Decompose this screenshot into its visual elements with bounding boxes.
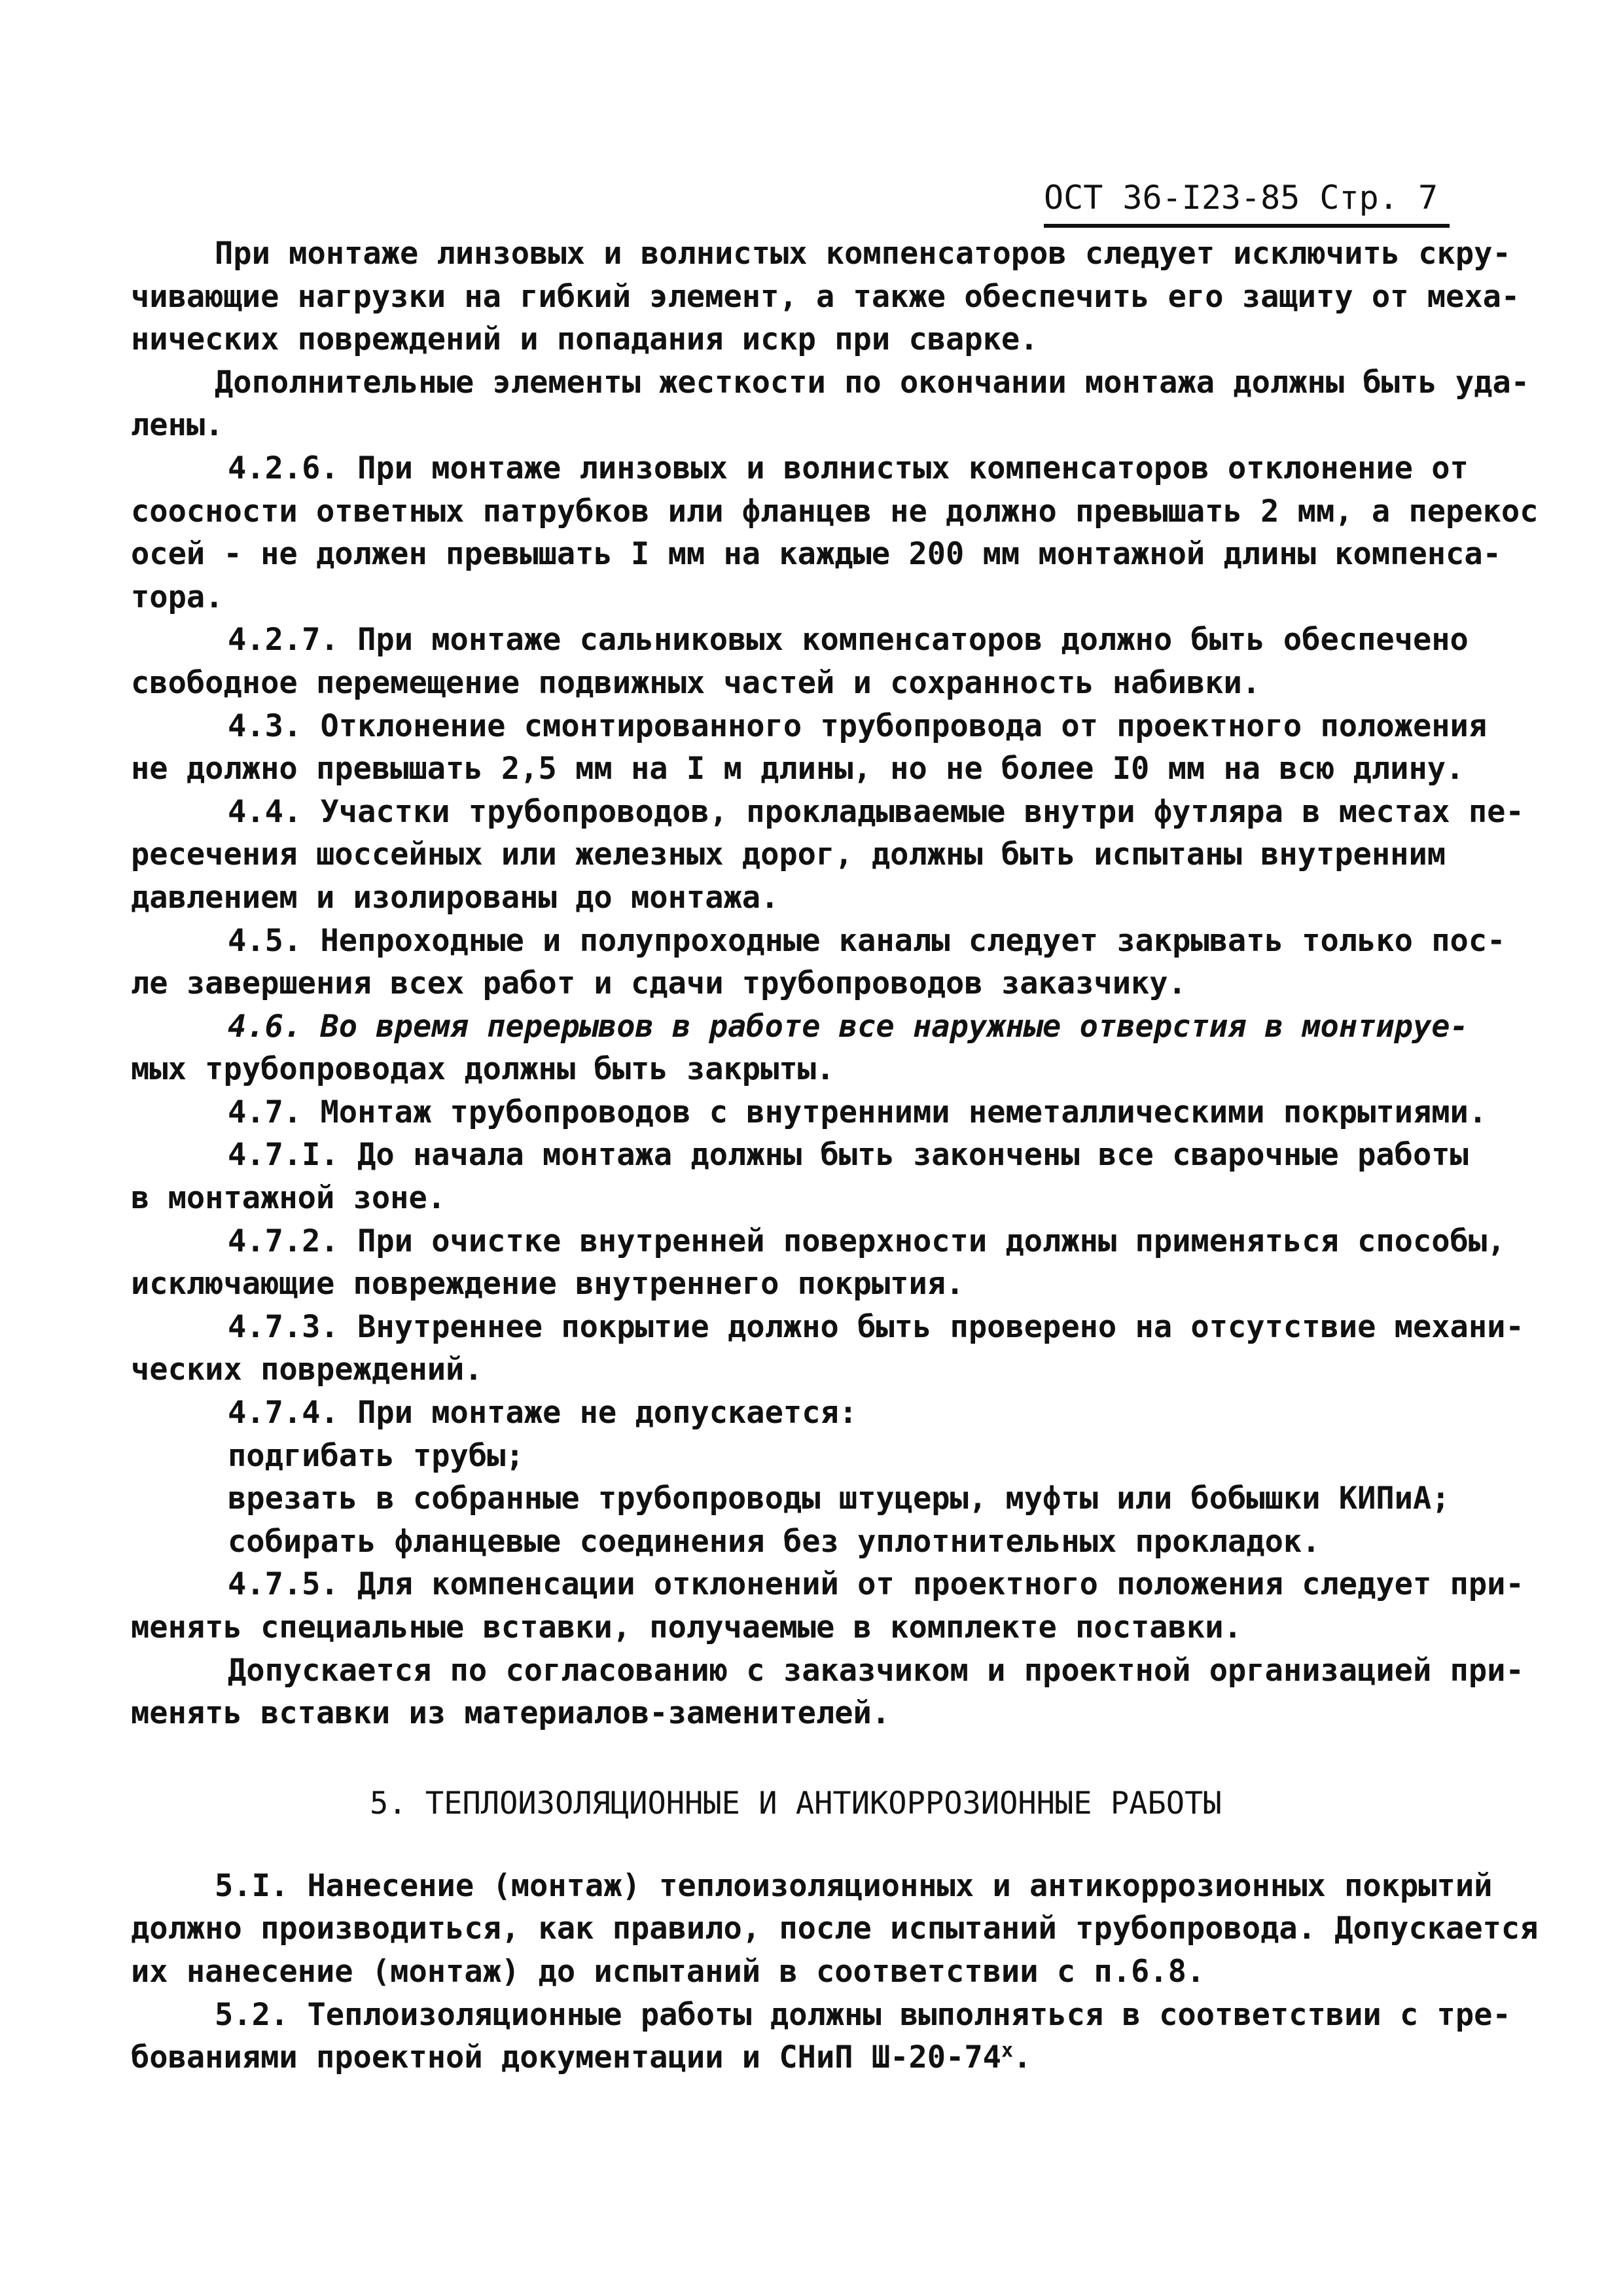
text-line: не должно превышать 2,5 мм на I м длины, но не более I0 мм на всю длину. xyxy=(131,751,1465,787)
text-line: 4.7.4. При монтаже не допускается: xyxy=(228,1395,858,1431)
text-line: свободное перемещение подвижных частей и сохранность набивки. xyxy=(131,664,1261,701)
text-line: их нанесение (монтаж) до испытаний в соответствии с п.6.8. xyxy=(131,1953,1205,1990)
text-line: 4.7.2. При очистке внутренней поверхности должны применяться способы, xyxy=(228,1223,1506,1259)
text-line: в монтажной зоне. xyxy=(131,1180,446,1217)
text-line: менять вставки из материалов-заменителей. xyxy=(131,1695,891,1732)
text-line: соосности ответных патрубков или фланцев не должно превышать 2 мм, а перекос xyxy=(131,493,1539,529)
text-line: тора. xyxy=(131,579,224,615)
text-line: должно производиться, как правило, после испытаний трубопровода. Допускается xyxy=(131,1910,1539,1947)
text-line: собирать фланцевые соединения без уплотнительных прокладок. xyxy=(228,1523,1321,1560)
section-title: 5. ТЕПЛОИЗОЛЯЦИОННЫЕ И АНТИКОРРОЗИОННЫЕ РАБОТЫ xyxy=(370,1785,1222,1821)
page-header: ОСТ 36-I23-85 Стр. 7 xyxy=(1044,171,1450,228)
text-line: врезать в собранные трубопроводы штуцеры, муфты или бобышки КИПиА; xyxy=(228,1480,1450,1517)
text-line: мых трубопроводах должны быть закрыты. xyxy=(131,1051,835,1088)
text-line: давлением и изолированы до монтажа. xyxy=(131,879,779,916)
text-line: 4.7.3. Внутреннее покрытие должно быть проверено на отсутствие механи- xyxy=(228,1308,1524,1345)
text-line: 5.I. Нанесение (монтаж) теплоизоляционных и антикоррозионных покрытий xyxy=(215,1867,1493,1904)
text-line: лены. xyxy=(131,407,224,444)
text-line: осей - не должен превышать I мм на каждые 200 мм монтажной длины компенса- xyxy=(131,536,1501,573)
text-line: 4.7.5. Для компенсации отклонений от проектного положения следует при- xyxy=(228,1566,1524,1603)
text-line: 4.2.7. При монтаже сальниковых компенсаторов должно быть обеспечено xyxy=(228,622,1469,658)
text-line: нических повреждений и попадания искр при сварке. xyxy=(131,321,1039,358)
text-line: 5.2. Теплоизоляционные работы должны выполняться в соответствии с тре- xyxy=(215,1996,1511,2033)
document-body xyxy=(131,232,1539,2079)
final-period: . xyxy=(1013,2039,1032,2076)
text-line: чивающие нагрузки на гибкий элемент, а также обеспечить его защиту от меха- xyxy=(131,278,1520,315)
text-line: 4.6. Во время перерывов в работе все наружные отверстия в монтируе- xyxy=(228,1008,1469,1045)
text-line: исключающие повреждение внутреннего покрытия. xyxy=(131,1266,965,1302)
text-line: менять специальные вставки, получаемые в комплекте поставки. xyxy=(131,1609,1242,1645)
text-line: 4.4. Участки трубопроводов, прокладываемые внутри футляра в местах пе- xyxy=(228,793,1524,830)
text-line: 4.3. Отклонение смонтированного трубопровода от проектного положения xyxy=(228,708,1488,744)
text-line: 4.5. Непроходные и полупроходные каналы следует закрывать только пос- xyxy=(228,922,1506,959)
text-line-final-text: бованиями проектной документации и СНиП Ш-20-74 xyxy=(131,2039,1001,2076)
text-line: Дополнительные элементы жесткости по окончании монтажа должны быть уда- xyxy=(215,364,1530,401)
text-line-final xyxy=(131,2036,1512,2079)
section-gap xyxy=(131,1820,1512,1865)
text-line: подгибать трубы; xyxy=(228,1437,524,1474)
text-line: 4.7. Монтаж трубопроводов с внутренними неметаллическими покрытиями. xyxy=(228,1094,1488,1130)
text-line: Допускается по согласованию с заказчиком и проектной организацией при- xyxy=(228,1652,1524,1689)
text-line: ческих повреждений. xyxy=(131,1352,483,1388)
text-line: При монтаже линзовых и волнистых компенсаторов следует исключить скру- xyxy=(215,236,1511,272)
text-line: ресечения шоссейных или железных дорог, должны быть испытаны внутренним xyxy=(131,836,1446,873)
text-line: ле завершения всех работ и сдачи трубопроводов заказчику. xyxy=(131,965,1186,1002)
text-line: 4.7.I. До начала монтажа должны быть закончены все сварочные работы xyxy=(228,1137,1469,1174)
superscript-mark: x xyxy=(1001,2039,1013,2062)
text-line: 4.2.6. При монтаже линзовых и волнистых компенсаторов отклонение от xyxy=(228,450,1469,486)
